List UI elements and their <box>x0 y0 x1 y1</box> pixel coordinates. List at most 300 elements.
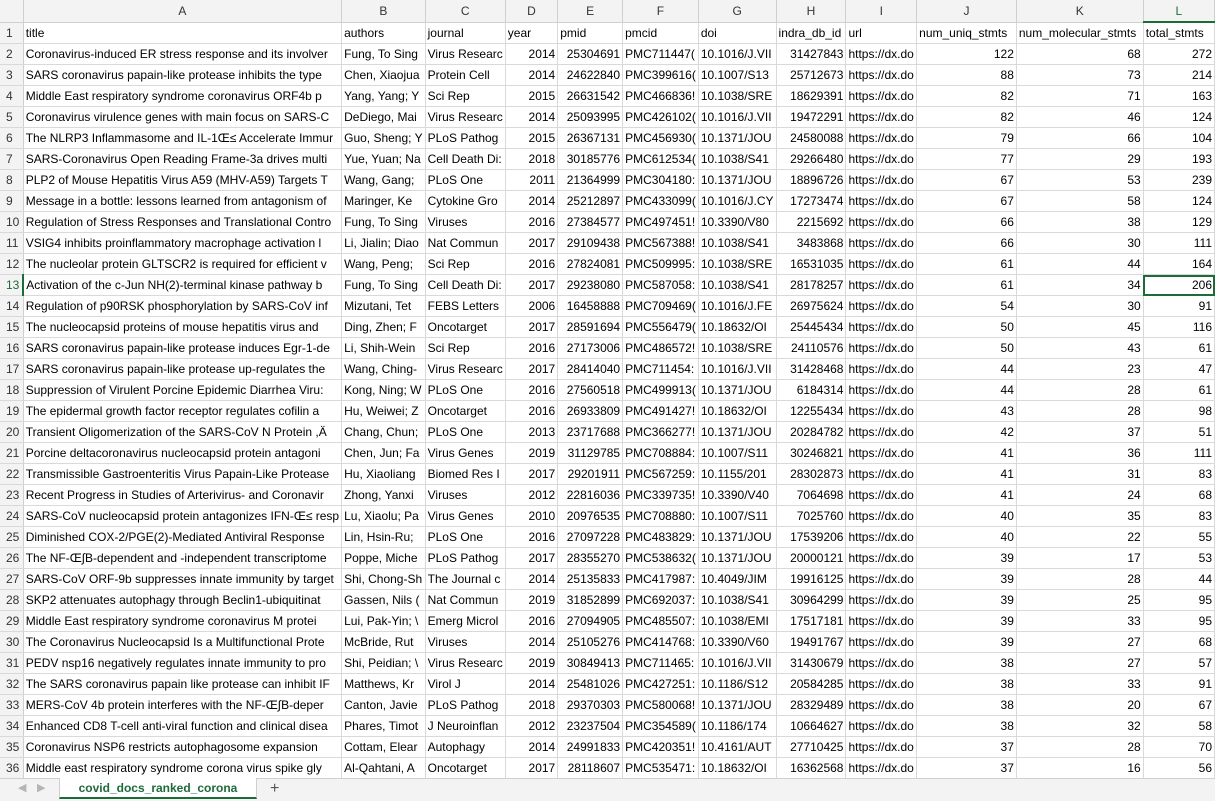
row-header[interactable]: 24 <box>0 506 23 527</box>
cell-k5[interactable]: 46 <box>1016 107 1143 128</box>
cell-j35[interactable]: 37 <box>917 737 1017 758</box>
cell-a35[interactable]: Coronavirus NSP6 restricts autophagosome expansion <box>23 737 341 758</box>
cell-i24[interactable]: https://dx.do <box>846 506 917 527</box>
cell-c21[interactable]: Virus Genes <box>425 443 505 464</box>
cell-h5[interactable]: 19472291 <box>776 107 846 128</box>
cell-e32[interactable]: 25481026 <box>558 674 623 695</box>
cell-i4[interactable]: https://dx.do <box>846 86 917 107</box>
cell-b25[interactable]: Lin, Hsin-Ru; <box>342 527 426 548</box>
cell-l20[interactable]: 51 <box>1143 422 1214 443</box>
cell-i3[interactable]: https://dx.do <box>846 65 917 86</box>
cell-h25[interactable]: 17539206 <box>776 527 846 548</box>
cell-i26[interactable]: https://dx.do <box>846 548 917 569</box>
cell-e19[interactable]: 26933809 <box>558 401 623 422</box>
cell-d15[interactable]: 2017 <box>505 317 557 338</box>
cell-h21[interactable]: 30246821 <box>776 443 846 464</box>
cell-l25[interactable]: 55 <box>1143 527 1214 548</box>
cell-l29[interactable]: 95 <box>1143 611 1214 632</box>
cell-b11[interactable]: Li, Jialin; Diao <box>342 233 426 254</box>
cell-c5[interactable]: Virus Researc <box>425 107 505 128</box>
cell-c11[interactable]: Nat Commun <box>425 233 505 254</box>
row-header[interactable]: 34 <box>0 716 23 737</box>
cell-a19[interactable]: The epidermal growth factor receptor regulates cofilin a <box>23 401 341 422</box>
cell-e27[interactable]: 25135833 <box>558 569 623 590</box>
cell-l16[interactable]: 61 <box>1143 338 1214 359</box>
cell-h10[interactable]: 2215692 <box>776 212 846 233</box>
cell-f36[interactable]: PMC535471: <box>623 758 699 779</box>
cell-j11[interactable]: 66 <box>917 233 1017 254</box>
cell-k2[interactable]: 68 <box>1016 44 1143 65</box>
cell-h28[interactable]: 30964299 <box>776 590 846 611</box>
cell-f9[interactable]: PMC433099( <box>623 191 699 212</box>
cell-h6[interactable]: 24580088 <box>776 128 846 149</box>
cell-b36[interactable]: Al-Qahtani, A <box>342 758 426 779</box>
cell-b23[interactable]: Zhong, Yanxi <box>342 485 426 506</box>
cell-k23[interactable]: 24 <box>1016 485 1143 506</box>
cell-d5[interactable]: 2014 <box>505 107 557 128</box>
cell-i11[interactable]: https://dx.do <box>846 233 917 254</box>
cell-k12[interactable]: 44 <box>1016 254 1143 275</box>
cell-k17[interactable]: 23 <box>1016 359 1143 380</box>
cell-d9[interactable]: 2014 <box>505 191 557 212</box>
cell-f23[interactable]: PMC339735! <box>623 485 699 506</box>
column-header-i[interactable]: I <box>846 0 917 22</box>
cell-k33[interactable]: 20 <box>1016 695 1143 716</box>
column-header-d[interactable]: D <box>505 0 557 22</box>
cell-c4[interactable]: Sci Rep <box>425 86 505 107</box>
cell-b2[interactable]: Fung, To Sing <box>342 44 426 65</box>
cell-e36[interactable]: 28118607 <box>558 758 623 779</box>
cell-h36[interactable]: 16362568 <box>776 758 846 779</box>
triangle-left-icon[interactable]: ◀ <box>18 782 27 794</box>
row-header[interactable]: 18 <box>0 380 23 401</box>
cell-l30[interactable]: 68 <box>1143 632 1214 653</box>
cell-h7[interactable]: 29266480 <box>776 149 846 170</box>
cell-e7[interactable]: 30185776 <box>558 149 623 170</box>
cell-j2[interactable]: 122 <box>917 44 1017 65</box>
cell-h32[interactable]: 20584285 <box>776 674 846 695</box>
cell-k26[interactable]: 17 <box>1016 548 1143 569</box>
cell-e24[interactable]: 20976535 <box>558 506 623 527</box>
cell-k21[interactable]: 36 <box>1016 443 1143 464</box>
cell-k13[interactable]: 34 <box>1016 275 1143 296</box>
cell-k7[interactable]: 29 <box>1016 149 1143 170</box>
cell-a29[interactable]: Middle East respiratory syndrome coronavirus M protei <box>23 611 341 632</box>
cell-b4[interactable]: Yang, Yang; Y <box>342 86 426 107</box>
triangle-right-icon[interactable]: ▶ <box>37 782 46 794</box>
cell-d10[interactable]: 2016 <box>505 212 557 233</box>
cell-b33[interactable]: Canton, Javie <box>342 695 426 716</box>
cell-c6[interactable]: PLoS Pathog <box>425 128 505 149</box>
cell-f34[interactable]: PMC354589( <box>623 716 699 737</box>
cell-d24[interactable]: 2010 <box>505 506 557 527</box>
cell-h24[interactable]: 7025760 <box>776 506 846 527</box>
cell-d16[interactable]: 2016 <box>505 338 557 359</box>
column-header-l[interactable]: L <box>1143 0 1214 22</box>
cell-d26[interactable]: 2017 <box>505 548 557 569</box>
cell-a10[interactable]: Regulation of Stress Responses and Translational Contro <box>23 212 341 233</box>
cell-b22[interactable]: Hu, Xiaoliang <box>342 464 426 485</box>
row-header[interactable]: 28 <box>0 590 23 611</box>
cell-j27[interactable]: 39 <box>917 569 1017 590</box>
cell-c31[interactable]: Virus Researc <box>425 653 505 674</box>
cell-k24[interactable]: 35 <box>1016 506 1143 527</box>
column-header-b[interactable]: B <box>342 0 426 22</box>
cell-g5[interactable]: 10.1016/J.VII <box>698 107 776 128</box>
cell-h14[interactable]: 26975624 <box>776 296 846 317</box>
cell-a26[interactable]: The NF-Œ∫B-dependent and -independent transcriptome <box>23 548 341 569</box>
cell-d13[interactable]: 2017 <box>505 275 557 296</box>
cell-a17[interactable]: SARS coronavirus papain-like protease up-regulates the <box>23 359 341 380</box>
cell-k35[interactable]: 28 <box>1016 737 1143 758</box>
cell-l11[interactable]: 111 <box>1143 233 1214 254</box>
cell-a34[interactable]: Enhanced CD8 T-cell anti-viral function and clinical disea <box>23 716 341 737</box>
cell-e13[interactable]: 29238080 <box>558 275 623 296</box>
cell-b7[interactable]: Yue, Yuan; Na <box>342 149 426 170</box>
cell-k34[interactable]: 32 <box>1016 716 1143 737</box>
column-header-h[interactable]: H <box>776 0 846 22</box>
cell-e9[interactable]: 25212897 <box>558 191 623 212</box>
cell-e17[interactable]: 28414040 <box>558 359 623 380</box>
cell-g14[interactable]: 10.1016/J.FE <box>698 296 776 317</box>
cell-g8[interactable]: 10.1371/JOU <box>698 170 776 191</box>
cell-i35[interactable]: https://dx.do <box>846 737 917 758</box>
cell-k8[interactable]: 53 <box>1016 170 1143 191</box>
cell-f32[interactable]: PMC427251: <box>623 674 699 695</box>
cell-h15[interactable]: 25445434 <box>776 317 846 338</box>
cell-c17[interactable]: Virus Researc <box>425 359 505 380</box>
cell-c27[interactable]: The Journal c <box>425 569 505 590</box>
cell-d11[interactable]: 2017 <box>505 233 557 254</box>
cell-e8[interactable]: 21364999 <box>558 170 623 191</box>
cell-e26[interactable]: 28355270 <box>558 548 623 569</box>
cell-j3[interactable]: 88 <box>917 65 1017 86</box>
cell-c15[interactable]: Oncotarget <box>425 317 505 338</box>
row-header[interactable]: 32 <box>0 674 23 695</box>
cell-c18[interactable]: PLoS One <box>425 380 505 401</box>
cell-f2[interactable]: PMC711447( <box>623 44 699 65</box>
cell-c9[interactable]: Cytokine Gro <box>425 191 505 212</box>
cell-c26[interactable]: PLoS Pathog <box>425 548 505 569</box>
row-header[interactable]: 6 <box>0 128 23 149</box>
cell-k15[interactable]: 45 <box>1016 317 1143 338</box>
cell-c22[interactable]: Biomed Res I <box>425 464 505 485</box>
cell-c30[interactable]: Viruses <box>425 632 505 653</box>
cell-g32[interactable]: 10.1186/S12 <box>698 674 776 695</box>
cell-l23[interactable]: 68 <box>1143 485 1214 506</box>
row-header[interactable]: 3 <box>0 65 23 86</box>
cell-g29[interactable]: 10.1038/EMI <box>698 611 776 632</box>
cell-i17[interactable]: https://dx.do <box>846 359 917 380</box>
cell-d34[interactable]: 2012 <box>505 716 557 737</box>
cell-h8[interactable]: 18896726 <box>776 170 846 191</box>
cell-g34[interactable]: 10.1186/174 <box>698 716 776 737</box>
cell-e20[interactable]: 23717688 <box>558 422 623 443</box>
cell-i12[interactable]: https://dx.do <box>846 254 917 275</box>
cell-f22[interactable]: PMC567259: <box>623 464 699 485</box>
cell-k16[interactable]: 43 <box>1016 338 1143 359</box>
cell-e23[interactable]: 22816036 <box>558 485 623 506</box>
cell-h4[interactable]: 18629391 <box>776 86 846 107</box>
cell-a27[interactable]: SARS-CoV ORF-9b suppresses innate immunity by target <box>23 569 341 590</box>
cell-i13[interactable]: https://dx.do <box>846 275 917 296</box>
cell-f7[interactable]: PMC612534( <box>623 149 699 170</box>
cell-f20[interactable]: PMC366277! <box>623 422 699 443</box>
cell-j20[interactable]: 42 <box>917 422 1017 443</box>
cell-g25[interactable]: 10.1371/JOU <box>698 527 776 548</box>
cell-d33[interactable]: 2018 <box>505 695 557 716</box>
row-header[interactable]: 8 <box>0 170 23 191</box>
cell-l18[interactable]: 61 <box>1143 380 1214 401</box>
cell-b31[interactable]: Shi, Peidian; \ <box>342 653 426 674</box>
row-header[interactable]: 13 <box>0 275 23 296</box>
cell-a12[interactable]: The nucleolar protein GLTSCR2 is required for efficient v <box>23 254 341 275</box>
cell-i14[interactable]: https://dx.do <box>846 296 917 317</box>
cell-i27[interactable]: https://dx.do <box>846 569 917 590</box>
cell-k29[interactable]: 33 <box>1016 611 1143 632</box>
cell-j24[interactable]: 40 <box>917 506 1017 527</box>
cell-l28[interactable]: 95 <box>1143 590 1214 611</box>
cell-b28[interactable]: Gassen, Nils ( <box>342 590 426 611</box>
cell-l10[interactable]: 129 <box>1143 212 1214 233</box>
row-header[interactable]: 19 <box>0 401 23 422</box>
cell-b1[interactable]: authors <box>342 22 426 44</box>
cell-h12[interactable]: 16531035 <box>776 254 846 275</box>
cell-c10[interactable]: Viruses <box>425 212 505 233</box>
cell-a15[interactable]: The nucleocapsid proteins of mouse hepatitis virus and <box>23 317 341 338</box>
cell-i34[interactable]: https://dx.do <box>846 716 917 737</box>
cell-d23[interactable]: 2012 <box>505 485 557 506</box>
cell-j18[interactable]: 44 <box>917 380 1017 401</box>
cell-e12[interactable]: 27824081 <box>558 254 623 275</box>
row-header[interactable]: 1 <box>0 22 23 44</box>
cell-e5[interactable]: 25093995 <box>558 107 623 128</box>
cell-b30[interactable]: McBride, Rut <box>342 632 426 653</box>
cell-d36[interactable]: 2017 <box>505 758 557 779</box>
cell-g28[interactable]: 10.1038/S41 <box>698 590 776 611</box>
column-header-k[interactable]: K <box>1016 0 1143 22</box>
cell-k6[interactable]: 66 <box>1016 128 1143 149</box>
cell-l32[interactable]: 91 <box>1143 674 1214 695</box>
cell-b34[interactable]: Phares, Timot <box>342 716 426 737</box>
column-header-e[interactable]: E <box>558 0 623 22</box>
cell-a22[interactable]: Transmissible Gastroenteritis Virus Papain-Like Protease <box>23 464 341 485</box>
cell-k11[interactable]: 30 <box>1016 233 1143 254</box>
cell-a14[interactable]: Regulation of p90RSK phosphorylation by SARS-CoV inf <box>23 296 341 317</box>
cell-j16[interactable]: 50 <box>917 338 1017 359</box>
cell-l3[interactable]: 214 <box>1143 65 1214 86</box>
cell-f16[interactable]: PMC486572! <box>623 338 699 359</box>
cell-c19[interactable]: Oncotarget <box>425 401 505 422</box>
cell-i19[interactable]: https://dx.do <box>846 401 917 422</box>
cell-a33[interactable]: MERS-CoV 4b protein interferes with the NF-Œ∫B-deper <box>23 695 341 716</box>
cell-e28[interactable]: 31852899 <box>558 590 623 611</box>
cell-a5[interactable]: Coronavirus virulence genes with main focus on SARS-C <box>23 107 341 128</box>
cell-j1[interactable]: num_uniq_stmts <box>917 22 1017 44</box>
row-header[interactable]: 5 <box>0 107 23 128</box>
cell-h29[interactable]: 17517181 <box>776 611 846 632</box>
cell-f35[interactable]: PMC420351! <box>623 737 699 758</box>
cell-a21[interactable]: Porcine deltacoronavirus nucleocapsid protein antagoni <box>23 443 341 464</box>
cell-e15[interactable]: 28591694 <box>558 317 623 338</box>
cell-k19[interactable]: 28 <box>1016 401 1143 422</box>
cell-d30[interactable]: 2014 <box>505 632 557 653</box>
cell-i28[interactable]: https://dx.do <box>846 590 917 611</box>
cell-d7[interactable]: 2018 <box>505 149 557 170</box>
cell-c8[interactable]: PLoS One <box>425 170 505 191</box>
cell-c12[interactable]: Sci Rep <box>425 254 505 275</box>
cell-j26[interactable]: 39 <box>917 548 1017 569</box>
cell-i5[interactable]: https://dx.do <box>846 107 917 128</box>
cell-b9[interactable]: Maringer, Ke <box>342 191 426 212</box>
cell-b32[interactable]: Matthews, Kr <box>342 674 426 695</box>
row-header[interactable]: 4 <box>0 86 23 107</box>
cell-c2[interactable]: Virus Researc <box>425 44 505 65</box>
cell-c7[interactable]: Cell Death Di: <box>425 149 505 170</box>
cell-f3[interactable]: PMC399616( <box>623 65 699 86</box>
cell-f30[interactable]: PMC414768: <box>623 632 699 653</box>
cell-c20[interactable]: PLoS One <box>425 422 505 443</box>
row-header[interactable]: 22 <box>0 464 23 485</box>
cell-f8[interactable]: PMC304180: <box>623 170 699 191</box>
cell-f12[interactable]: PMC509995: <box>623 254 699 275</box>
cell-h26[interactable]: 20000121 <box>776 548 846 569</box>
cell-e21[interactable]: 31129785 <box>558 443 623 464</box>
cell-k9[interactable]: 58 <box>1016 191 1143 212</box>
cell-a32[interactable]: The SARS coronavirus papain like protease can inhibit IF <box>23 674 341 695</box>
row-header[interactable]: 33 <box>0 695 23 716</box>
cell-k20[interactable]: 37 <box>1016 422 1143 443</box>
cell-d6[interactable]: 2015 <box>505 128 557 149</box>
cell-d4[interactable]: 2015 <box>505 86 557 107</box>
cell-j34[interactable]: 38 <box>917 716 1017 737</box>
cell-i20[interactable]: https://dx.do <box>846 422 917 443</box>
cell-b21[interactable]: Chen, Jun; Fa <box>342 443 426 464</box>
cell-f24[interactable]: PMC708880: <box>623 506 699 527</box>
cell-d22[interactable]: 2017 <box>505 464 557 485</box>
cell-g35[interactable]: 10.4161/AUT <box>698 737 776 758</box>
cell-k14[interactable]: 30 <box>1016 296 1143 317</box>
cell-h20[interactable]: 20284782 <box>776 422 846 443</box>
cell-l27[interactable]: 44 <box>1143 569 1214 590</box>
cell-i1[interactable]: url <box>846 22 917 44</box>
cell-g21[interactable]: 10.1007/S11 <box>698 443 776 464</box>
cell-c32[interactable]: Virol J <box>425 674 505 695</box>
cell-f28[interactable]: PMC692037: <box>623 590 699 611</box>
cell-a23[interactable]: Recent Progress in Studies of Arterivirus- and Coronavir <box>23 485 341 506</box>
cell-e35[interactable]: 24991833 <box>558 737 623 758</box>
cell-h31[interactable]: 31430679 <box>776 653 846 674</box>
cell-i25[interactable]: https://dx.do <box>846 527 917 548</box>
cell-d21[interactable]: 2019 <box>505 443 557 464</box>
row-header[interactable]: 23 <box>0 485 23 506</box>
cell-i2[interactable]: https://dx.do <box>846 44 917 65</box>
cell-i32[interactable]: https://dx.do <box>846 674 917 695</box>
cell-e1[interactable]: pmid <box>558 22 623 44</box>
cell-b18[interactable]: Kong, Ning; W <box>342 380 426 401</box>
cell-l36[interactable]: 56 <box>1143 758 1214 779</box>
cell-h13[interactable]: 28178257 <box>776 275 846 296</box>
cell-k25[interactable]: 22 <box>1016 527 1143 548</box>
cell-i8[interactable]: https://dx.do <box>846 170 917 191</box>
cell-b17[interactable]: Wang, Ching- <box>342 359 426 380</box>
cell-j23[interactable]: 41 <box>917 485 1017 506</box>
row-header[interactable]: 10 <box>0 212 23 233</box>
cell-k22[interactable]: 31 <box>1016 464 1143 485</box>
row-header[interactable]: 36 <box>0 758 23 779</box>
cell-h18[interactable]: 6184314 <box>776 380 846 401</box>
cell-l2[interactable]: 272 <box>1143 44 1214 65</box>
cell-l17[interactable]: 47 <box>1143 359 1214 380</box>
cell-h33[interactable]: 28329489 <box>776 695 846 716</box>
row-header[interactable]: 35 <box>0 737 23 758</box>
cell-i15[interactable]: https://dx.do <box>846 317 917 338</box>
cell-f31[interactable]: PMC711465: <box>623 653 699 674</box>
cell-b29[interactable]: Lui, Pak-Yin; \ <box>342 611 426 632</box>
cell-a7[interactable]: SARS-Coronavirus Open Reading Frame-3a drives multi <box>23 149 341 170</box>
cell-c28[interactable]: Nat Commun <box>425 590 505 611</box>
cell-l14[interactable]: 91 <box>1143 296 1214 317</box>
cell-l1[interactable]: total_stmts <box>1143 22 1214 44</box>
cell-h34[interactable]: 10664627 <box>776 716 846 737</box>
cell-g31[interactable]: 10.1016/J.VII <box>698 653 776 674</box>
cell-h23[interactable]: 7064698 <box>776 485 846 506</box>
cell-a4[interactable]: Middle East respiratory syndrome coronavirus ORF4b p <box>23 86 341 107</box>
cell-l13[interactable]: 206 <box>1143 275 1214 296</box>
cell-f13[interactable]: PMC587058: <box>623 275 699 296</box>
cell-a13[interactable]: Activation of the c-Jun NH(2)-terminal kinase pathway b <box>23 275 341 296</box>
cell-b10[interactable]: Fung, To Sing <box>342 212 426 233</box>
select-all-corner[interactable] <box>0 0 23 22</box>
cell-l22[interactable]: 83 <box>1143 464 1214 485</box>
cell-l35[interactable]: 70 <box>1143 737 1214 758</box>
cell-i29[interactable]: https://dx.do <box>846 611 917 632</box>
column-header-g[interactable]: G <box>698 0 776 22</box>
cell-l12[interactable]: 164 <box>1143 254 1214 275</box>
cell-e6[interactable]: 26367131 <box>558 128 623 149</box>
row-header[interactable]: 11 <box>0 233 23 254</box>
cell-j15[interactable]: 50 <box>917 317 1017 338</box>
cell-b3[interactable]: Chen, Xiaojua <box>342 65 426 86</box>
cell-e31[interactable]: 30849413 <box>558 653 623 674</box>
cell-l34[interactable]: 58 <box>1143 716 1214 737</box>
cell-k32[interactable]: 33 <box>1016 674 1143 695</box>
row-header[interactable]: 12 <box>0 254 23 275</box>
cell-a36[interactable]: Middle east respiratory syndrome corona virus spike gly <box>23 758 341 779</box>
cell-a8[interactable]: PLP2 of Mouse Hepatitis Virus A59 (MHV-A59) Targets T <box>23 170 341 191</box>
cell-f6[interactable]: PMC456930( <box>623 128 699 149</box>
cell-i30[interactable]: https://dx.do <box>846 632 917 653</box>
cell-k36[interactable]: 16 <box>1016 758 1143 779</box>
cell-j10[interactable]: 66 <box>917 212 1017 233</box>
cell-i31[interactable]: https://dx.do <box>846 653 917 674</box>
cell-g17[interactable]: 10.1016/J.VII <box>698 359 776 380</box>
cell-a2[interactable]: Coronavirus-induced ER stress response and its involver <box>23 44 341 65</box>
cell-i33[interactable]: https://dx.do <box>846 695 917 716</box>
cell-j19[interactable]: 43 <box>917 401 1017 422</box>
cell-e30[interactable]: 25105276 <box>558 632 623 653</box>
cell-j9[interactable]: 67 <box>917 191 1017 212</box>
cell-f18[interactable]: PMC499913( <box>623 380 699 401</box>
cell-f19[interactable]: PMC491427! <box>623 401 699 422</box>
cell-b24[interactable]: Lu, Xiaolu; Pa <box>342 506 426 527</box>
row-header[interactable]: 16 <box>0 338 23 359</box>
cell-f21[interactable]: PMC708884: <box>623 443 699 464</box>
cell-b19[interactable]: Hu, Weiwei; Z <box>342 401 426 422</box>
row-header[interactable]: 25 <box>0 527 23 548</box>
cell-d28[interactable]: 2019 <box>505 590 557 611</box>
cell-f14[interactable]: PMC709469( <box>623 296 699 317</box>
